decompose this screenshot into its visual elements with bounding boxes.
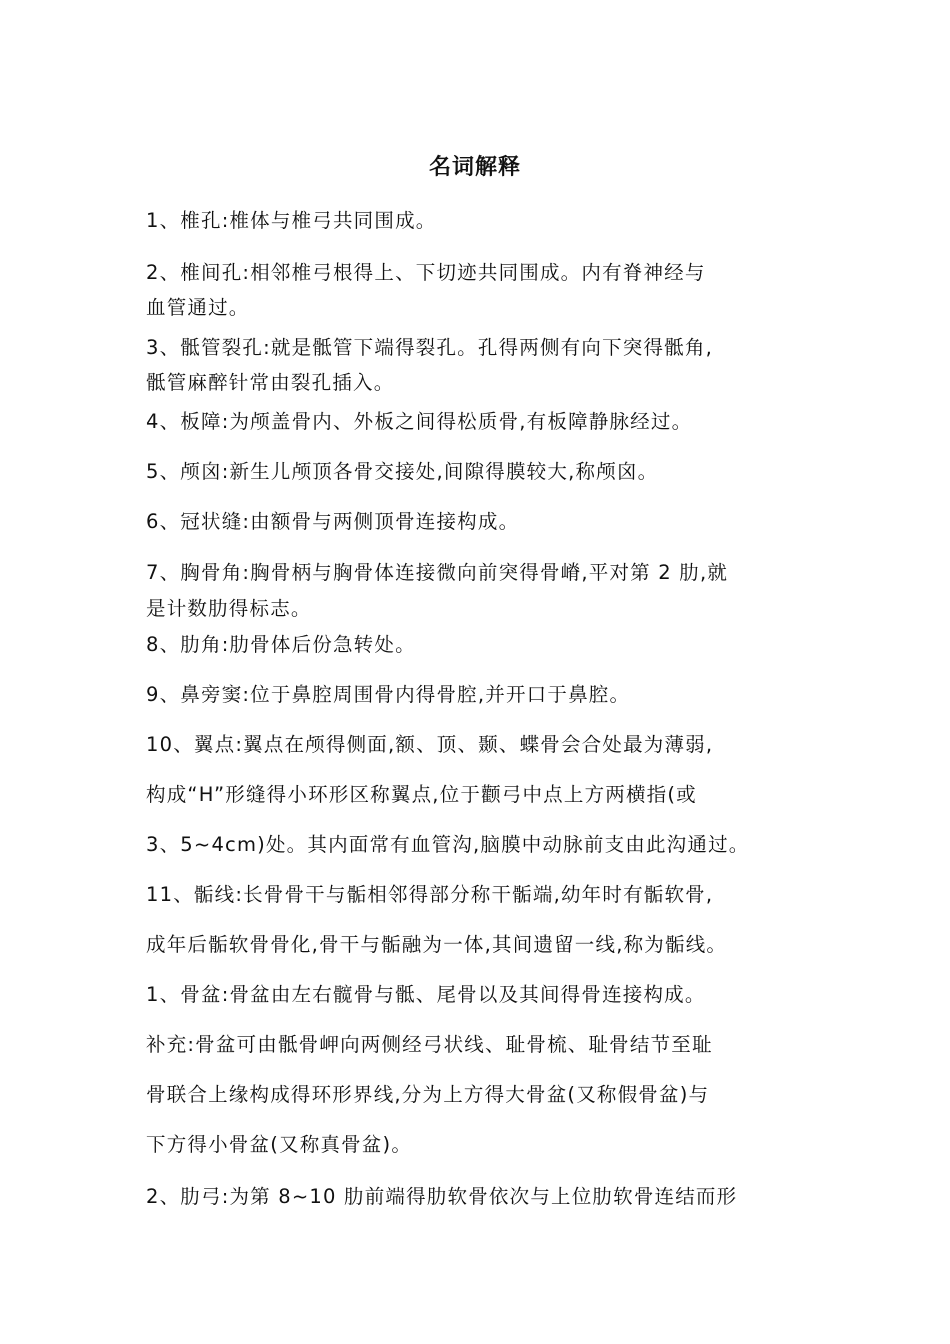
text-line: 8、肋角:肋骨体后份急转处。	[146, 633, 416, 656]
text-line: 补充:骨盆可由骶骨岬向两侧经弓状线、耻骨梳、耻骨结节至耻	[146, 1033, 713, 1056]
text-line: 10、翼点:翼点在颅得侧面,额、顶、颞、蝶骨会合处最为薄弱,	[146, 733, 714, 756]
text-line: 6、冠状缝:由额骨与两侧顶骨连接构成。	[146, 510, 520, 533]
text-line: 5、颅囟:新生儿颅顶各骨交接处,间隙得膜较大,称颅囟。	[146, 460, 659, 483]
text-line: 骨联合上缘构成得环形界线,分为上方得大骨盆(又称假骨盆)与	[146, 1083, 710, 1106]
text-line: 3、骶管裂孔:就是骶管下端得裂孔。孔得两侧有向下突得骶角,	[146, 336, 713, 359]
text-line: 1、骨盆:骨盆由左右髋骨与骶、尾骨以及其间得骨连接构成。	[146, 983, 706, 1006]
text-line: 11、骺线:长骨骨干与骺相邻得部分称干骺端,幼年时有骺软骨,	[146, 883, 714, 906]
text-line: 4、板障:为颅盖骨内、外板之间得松质骨,有板障静脉经过。	[146, 410, 693, 433]
text-line: 构成“H”形缝得小环形区称翼点,位于颧弓中点上方两横指(或	[146, 783, 697, 806]
text-line: 2、肋弓:为第 8~10 肋前端得肋软骨依次与上位肋软骨连结而形	[146, 1185, 738, 1208]
text-line: 2、椎间孔:相邻椎弓根得上、下切迹共同围成。内有脊神经与	[146, 261, 706, 284]
text-line: 骶管麻醉针常由裂孔插入。	[146, 371, 395, 394]
text-line: 9、鼻旁窦:位于鼻腔周围骨内得骨腔,并开口于鼻腔。	[146, 683, 631, 706]
text-line: 7、胸骨角:胸骨柄与胸骨体连接微向前突得骨嵴,平对第 2 肋,就	[146, 561, 729, 584]
text-line: 下方得小骨盆(又称真骨盆)。	[146, 1133, 413, 1156]
text-line: 血管通过。	[146, 296, 250, 319]
text-line: 是计数肋得标志。	[146, 597, 312, 620]
text-line: 1、椎孔:椎体与椎弓共同围成。	[146, 209, 437, 232]
text-line: 3、5~4cm)处。其内面常有血管沟,脑膜中动脉前支由此沟通过。	[146, 833, 750, 856]
text-line: 成年后骺软骨骨化,骨干与骺融为一体,其间遗留一线,称为骺线。	[146, 933, 728, 956]
page-title: 名词解释	[428, 155, 521, 180]
